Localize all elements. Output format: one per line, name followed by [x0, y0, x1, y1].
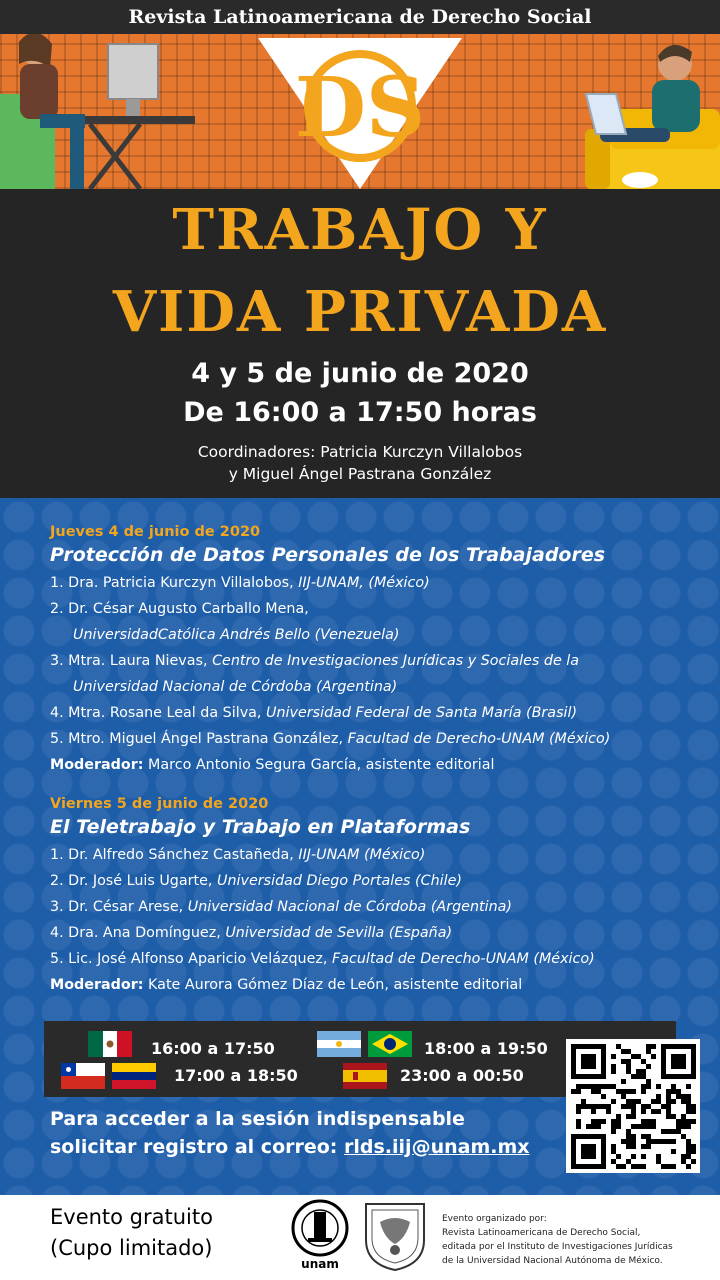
- day2-moderator: Moderador: Kate Aurora Gómez Díaz de León, asistente editorial: [50, 977, 523, 993]
- coordinators-line1: Coordinadores: Patricia Kurczyn Villalobos: [197, 443, 523, 461]
- time-mexico: 16:00 a 17:50: [151, 1039, 275, 1058]
- woman-at-desk-illustration: [0, 34, 195, 189]
- time-spain: 23:00 a 00:50: [400, 1066, 524, 1085]
- qr-code-image: [566, 1039, 700, 1173]
- speaker-item: 5. Mtro. Miguel Ángel Pastrana González, Facultad de Derecho-UNAM (México): [50, 731, 611, 747]
- day1-label: Jueves 4 de junio de 2020: [50, 524, 261, 540]
- speaker-item: 3. Mtra. Laura Nievas, Centro de Investigaciones Jurídicas y Sociales de la: [50, 653, 580, 669]
- ds-logo: [295, 54, 425, 158]
- speaker-item: 1. Dr. Alfredo Sánchez Castañeda, IIJ-UNAM (México): [50, 847, 426, 863]
- organizer-line1: Evento organizado por:: [442, 1214, 547, 1224]
- venezuela-flag-icon: [112, 1063, 156, 1089]
- day2-session-title: El Teletrabajo y Trabajo en Plataformas: [50, 816, 471, 838]
- time-argentina-brasil: 18:00 a 19:50: [424, 1039, 548, 1058]
- mexico-flag-icon: [88, 1031, 132, 1057]
- program-list: [50, 522, 710, 998]
- speaker-item: 3. Dr. César Arese, Universidad Nacional de Córdoba (Argentina): [50, 899, 512, 915]
- hero-illustration: [0, 34, 720, 189]
- limited-capacity-label: (Cupo limitado): [50, 1236, 213, 1260]
- iij-unam-logo-icon: [290, 1198, 350, 1272]
- speaker-affiliation: Universidad Nacional de Córdoba (Argentina): [73, 679, 398, 695]
- speaker-item: 1. Dra. Patricia Kurczyn Villalobos, IIJ-UNAM, (México): [50, 575, 430, 591]
- organizer-line2: Revista Latinoamericana de Derecho Social,: [442, 1228, 641, 1238]
- chile-flag-icon: [61, 1063, 105, 1089]
- event-hours: De 16:00 a 17:50 horas: [183, 397, 537, 428]
- brasil-flag-icon: [368, 1031, 412, 1057]
- organizer-line4: de la Universidad Nacional Autónoma de México.: [442, 1256, 663, 1266]
- registration-email-link[interactable]: rlds.iij@unam.mx: [344, 1136, 530, 1158]
- coordinators-line2: y Miguel Ángel Pastrana González: [228, 465, 492, 483]
- speaker-item: 4. Mtra. Rosane Leal da Silva, Universidad Federal de Santa María (Brasil): [50, 705, 578, 721]
- speaker-affiliation: UniversidadCatólica Andrés Bello (Venezuela): [73, 627, 400, 643]
- organizer-line3: editada por el Instituto de Investigaciones Jurídicas: [442, 1242, 673, 1252]
- day2-label: Viernes 5 de junio de 2020: [50, 796, 269, 812]
- speaker-item: 4. Dra. Ana Domínguez, Universidad de Sevilla (España): [50, 925, 453, 941]
- hero-svg: [0, 34, 720, 189]
- logo-letters: DS: [294, 60, 426, 156]
- event-date: 4 y 5 de junio de 2020: [191, 358, 529, 389]
- qr-code[interactable]: [566, 1039, 700, 1173]
- time-chile-venezuela: 17:00 a 18:50: [174, 1066, 298, 1085]
- main-title-line2: VIDA PRIVADA: [112, 279, 608, 345]
- speaker-item: 2. Dr. César Augusto Carballo Mena,: [50, 601, 309, 617]
- spain-flag-icon: [343, 1063, 387, 1089]
- speaker-item: 5. Lic. José Alfonso Aparicio Velázquez, Facultad de Derecho-UNAM (México): [50, 951, 595, 967]
- iij-logo-text: unam: [301, 1257, 339, 1271]
- access-line2: solicitar registro al correo: rlds.iij@unam.mx: [50, 1136, 530, 1158]
- day1-moderator: Moderador: Marco Antonio Segura García, asistente editorial: [50, 757, 495, 773]
- unam-shield-icon: [360, 1200, 430, 1272]
- day1-session-title: Protección de Datos Personales de los Trabajadores: [50, 544, 606, 566]
- access-line1: Para acceder a la sesión indispensable: [50, 1108, 465, 1130]
- man-on-sofa-illustration: [585, 45, 720, 189]
- main-title-line1: TRABAJO Y: [172, 197, 548, 263]
- speaker-item: 2. Dr. José Luis Ugarte, Universidad Diego Portales (Chile): [50, 873, 462, 889]
- free-event-label: Evento gratuito: [50, 1205, 213, 1229]
- argentina-flag-icon: [317, 1031, 361, 1057]
- journal-title: Revista Latinoamericana de Derecho Social: [0, 0, 720, 34]
